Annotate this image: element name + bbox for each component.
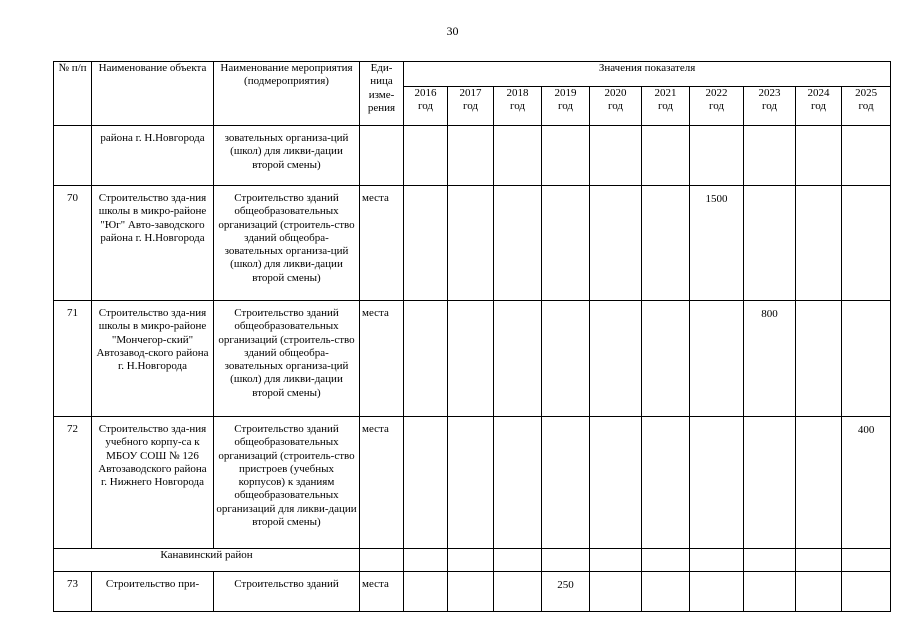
row-value-text bbox=[642, 301, 689, 308]
header-year-unit: год bbox=[607, 100, 624, 113]
row-value-text bbox=[404, 572, 447, 579]
header-unit: Еди-ница изме-рения bbox=[360, 62, 404, 126]
header-year-value: 2016 bbox=[414, 87, 437, 99]
row-value-text bbox=[690, 301, 743, 308]
header-year bbox=[590, 87, 642, 126]
row-event bbox=[214, 572, 360, 612]
row-value bbox=[796, 186, 842, 301]
row-value bbox=[404, 417, 448, 549]
row-object bbox=[92, 572, 214, 612]
table-row bbox=[54, 572, 891, 612]
row-object bbox=[92, 126, 214, 186]
row-value bbox=[542, 417, 590, 549]
section-empty-cell bbox=[494, 549, 542, 572]
row-value bbox=[744, 186, 796, 301]
header-year bbox=[642, 87, 690, 126]
row-value bbox=[448, 186, 494, 301]
row-value bbox=[404, 126, 448, 186]
row-value-text bbox=[842, 301, 890, 308]
row-value-text bbox=[642, 126, 689, 133]
row-value bbox=[642, 572, 690, 612]
table-row bbox=[54, 126, 891, 186]
header-year bbox=[542, 87, 590, 126]
row-value bbox=[690, 417, 744, 549]
row-value-text bbox=[642, 186, 689, 193]
row-unit bbox=[360, 186, 404, 301]
row-unit-text: места bbox=[362, 423, 389, 435]
header-event: Наименование мероприятия (подмероприятия) bbox=[214, 62, 360, 126]
header-year bbox=[842, 87, 891, 126]
row-value-text bbox=[404, 417, 447, 424]
row-value-text bbox=[842, 572, 890, 579]
row-value bbox=[690, 572, 744, 612]
header-year bbox=[796, 87, 842, 126]
header-year-unit: год bbox=[657, 100, 674, 113]
row-value-text bbox=[590, 186, 641, 193]
row-value bbox=[842, 186, 891, 301]
row-value-text bbox=[494, 417, 541, 424]
section-empty-cell bbox=[796, 549, 842, 572]
header-year-unit: год bbox=[509, 100, 526, 113]
section-empty-cell bbox=[842, 549, 891, 572]
row-value bbox=[494, 417, 542, 549]
header-year-value: 2020 bbox=[604, 87, 627, 99]
row-value-text bbox=[796, 301, 841, 308]
row-unit-text: места bbox=[362, 192, 389, 204]
row-value-text bbox=[796, 126, 841, 133]
row-value bbox=[842, 301, 891, 417]
row-value bbox=[842, 417, 891, 549]
row-value bbox=[796, 572, 842, 612]
row-object-text: Строительство при- bbox=[105, 578, 200, 590]
row-unit bbox=[360, 417, 404, 549]
header-year-unit: год bbox=[761, 100, 778, 113]
row-value-text bbox=[590, 301, 641, 308]
row-value-text bbox=[796, 186, 841, 193]
header-year-unit: год bbox=[708, 100, 725, 113]
row-value bbox=[796, 417, 842, 549]
row-value-text bbox=[744, 572, 795, 579]
section-empty-cell bbox=[360, 549, 404, 572]
row-value-text bbox=[494, 301, 541, 308]
page-number: 30 bbox=[446, 24, 459, 38]
row-value bbox=[642, 301, 690, 417]
row-value-text bbox=[690, 572, 743, 579]
header-year-value: 2023 bbox=[758, 87, 781, 99]
row-value bbox=[690, 301, 744, 417]
row-value bbox=[842, 126, 891, 186]
row-value-text bbox=[796, 572, 841, 579]
table-row bbox=[54, 186, 891, 301]
row-value-text bbox=[690, 126, 743, 133]
row-value-text: 1500 bbox=[705, 193, 728, 205]
row-object-text: Строительство зда-ния школы в микро-районе "Мончегор-ский" Автозавод-ского района г. Н.Новгорода bbox=[96, 307, 209, 373]
row-unit bbox=[360, 301, 404, 417]
row-object-text: Строительство зда-ния учебного корпу-са к МБОУ СОШ № 126 Автозаводского района г. Нижнего Новгорода bbox=[98, 423, 207, 489]
section-row bbox=[54, 549, 891, 572]
row-num-text bbox=[54, 126, 91, 132]
row-unit bbox=[360, 572, 404, 612]
row-value-text bbox=[590, 126, 641, 133]
row-value bbox=[842, 572, 891, 612]
header-year-unit: год bbox=[557, 100, 574, 113]
row-value-text bbox=[542, 417, 589, 424]
row-value bbox=[448, 126, 494, 186]
header-year-unit: год bbox=[810, 100, 827, 113]
header-year-unit: год bbox=[417, 100, 434, 113]
row-value-text: 800 bbox=[761, 308, 778, 320]
section-empty-cell bbox=[744, 549, 796, 572]
row-num bbox=[54, 417, 92, 549]
row-object-text: района г. Н.Новгорода bbox=[100, 132, 205, 144]
row-value bbox=[690, 186, 744, 301]
row-value-text: 400 bbox=[857, 424, 875, 436]
row-value bbox=[590, 126, 642, 186]
row-value-text bbox=[590, 572, 641, 579]
header-year-value: 2018 bbox=[506, 87, 529, 99]
row-object bbox=[92, 417, 214, 549]
row-value bbox=[744, 572, 796, 612]
row-value bbox=[494, 301, 542, 417]
section-empty-cell bbox=[542, 549, 590, 572]
header-year-value: 2021 bbox=[654, 87, 677, 99]
row-event bbox=[214, 186, 360, 301]
section-empty-cell bbox=[404, 549, 448, 572]
row-num-text: 72 bbox=[67, 423, 78, 435]
header-year-unit: год bbox=[462, 100, 479, 113]
table-row bbox=[54, 301, 891, 417]
row-event bbox=[214, 301, 360, 417]
row-value-text bbox=[494, 186, 541, 193]
row-value-text bbox=[448, 126, 493, 133]
row-value-text bbox=[542, 301, 589, 308]
row-value-text bbox=[494, 126, 541, 133]
row-object bbox=[92, 301, 214, 417]
row-value bbox=[590, 301, 642, 417]
row-num-text: 70 bbox=[67, 192, 78, 204]
section-empty-cell bbox=[642, 549, 690, 572]
row-value bbox=[744, 126, 796, 186]
row-value-text bbox=[642, 572, 689, 579]
row-value bbox=[494, 572, 542, 612]
section-empty-cell bbox=[448, 549, 494, 572]
row-value-text bbox=[642, 417, 689, 424]
section-empty-cell bbox=[690, 549, 744, 572]
header-year bbox=[448, 87, 494, 126]
section-empty-cell bbox=[590, 549, 642, 572]
row-value bbox=[590, 572, 642, 612]
row-event-text: Строительство зданий общеобразовательных организаций (строитель-ство зданий общеобра-зовательных организа-ций (школ) для ликви-дации второй смены) bbox=[218, 307, 355, 399]
row-value-text bbox=[448, 417, 493, 424]
header-year-unit: год bbox=[858, 100, 874, 113]
section-title: Канавинский район bbox=[54, 549, 360, 572]
row-value-text bbox=[404, 186, 447, 193]
row-value-text bbox=[842, 186, 890, 193]
row-value bbox=[690, 126, 744, 186]
row-num bbox=[54, 126, 92, 186]
header-year-value: 2022 bbox=[705, 87, 728, 99]
row-value bbox=[448, 301, 494, 417]
row-object-text: Строительство зда-ния школы в микро-районе "Юг" Авто-заводского района г. Н.Новгорода bbox=[98, 192, 207, 244]
header-year-value: 2019 bbox=[554, 87, 577, 99]
row-value bbox=[494, 126, 542, 186]
row-value-text bbox=[842, 126, 890, 133]
row-value bbox=[404, 572, 448, 612]
row-value-text bbox=[796, 417, 841, 424]
row-unit bbox=[360, 126, 404, 186]
row-value-text bbox=[590, 417, 641, 424]
row-unit-text bbox=[360, 126, 403, 132]
row-value bbox=[796, 301, 842, 417]
row-event-text: зовательных организа-ций (школ) для ликви-дации второй смены) bbox=[224, 132, 349, 171]
header-values: Значения показателя bbox=[404, 62, 891, 87]
row-value-text bbox=[448, 572, 493, 579]
row-event-text: Строительство зданий общеобразовательных организаций (строитель-ство пристроев (учебных корпусов) к зданиям общеобразовательных организаций для ликви-дации второй смены) bbox=[216, 423, 357, 529]
header-year bbox=[744, 87, 796, 126]
row-value-text bbox=[744, 186, 795, 193]
header-object: Наименование объекта bbox=[92, 62, 214, 126]
row-value bbox=[448, 417, 494, 549]
row-value bbox=[494, 186, 542, 301]
row-value bbox=[590, 186, 642, 301]
row-value-text bbox=[744, 417, 795, 424]
header-year bbox=[494, 87, 542, 126]
row-value bbox=[404, 301, 448, 417]
header-year-value: 2017 bbox=[459, 87, 482, 99]
row-value-text bbox=[448, 186, 493, 193]
row-num bbox=[54, 572, 92, 612]
row-value-text: 250 bbox=[557, 579, 574, 591]
row-value-text bbox=[542, 186, 589, 193]
row-event bbox=[214, 126, 360, 186]
row-num bbox=[54, 301, 92, 417]
row-value bbox=[642, 417, 690, 549]
row-value bbox=[744, 417, 796, 549]
row-event-text: Строительство зданий общеобразовательных организаций (строитель-ство зданий общеобра-зовательных организа-ций (школ) для ликви-дации второй смены) bbox=[218, 192, 355, 284]
row-value bbox=[642, 126, 690, 186]
table-row bbox=[54, 417, 891, 549]
indicator-table bbox=[53, 61, 891, 612]
row-value bbox=[796, 126, 842, 186]
header-year bbox=[690, 87, 744, 126]
row-value bbox=[542, 186, 590, 301]
row-num-text: 73 bbox=[67, 578, 78, 590]
row-value bbox=[590, 417, 642, 549]
row-value-text bbox=[404, 126, 447, 133]
row-value-text bbox=[690, 417, 743, 424]
row-value-text bbox=[448, 301, 493, 308]
row-value bbox=[542, 301, 590, 417]
row-value bbox=[542, 572, 590, 612]
row-value-text bbox=[494, 572, 541, 579]
row-value bbox=[404, 186, 448, 301]
row-event bbox=[214, 417, 360, 549]
row-num-text: 71 bbox=[67, 307, 78, 319]
row-value-text bbox=[744, 126, 795, 133]
row-unit-text: места bbox=[362, 307, 389, 319]
row-unit-text: места bbox=[362, 578, 389, 590]
row-event-text: Строительство зданий bbox=[234, 578, 339, 590]
row-num bbox=[54, 186, 92, 301]
row-value bbox=[542, 126, 590, 186]
header-year bbox=[404, 87, 448, 126]
row-value-text bbox=[542, 126, 589, 133]
row-value bbox=[744, 301, 796, 417]
row-object bbox=[92, 186, 214, 301]
header-year-value: 2025 bbox=[855, 87, 878, 99]
row-value bbox=[642, 186, 690, 301]
row-value-text bbox=[404, 301, 447, 308]
header-year-value: 2024 bbox=[807, 87, 830, 99]
row-value bbox=[448, 572, 494, 612]
header-num: № п/п bbox=[54, 62, 92, 126]
